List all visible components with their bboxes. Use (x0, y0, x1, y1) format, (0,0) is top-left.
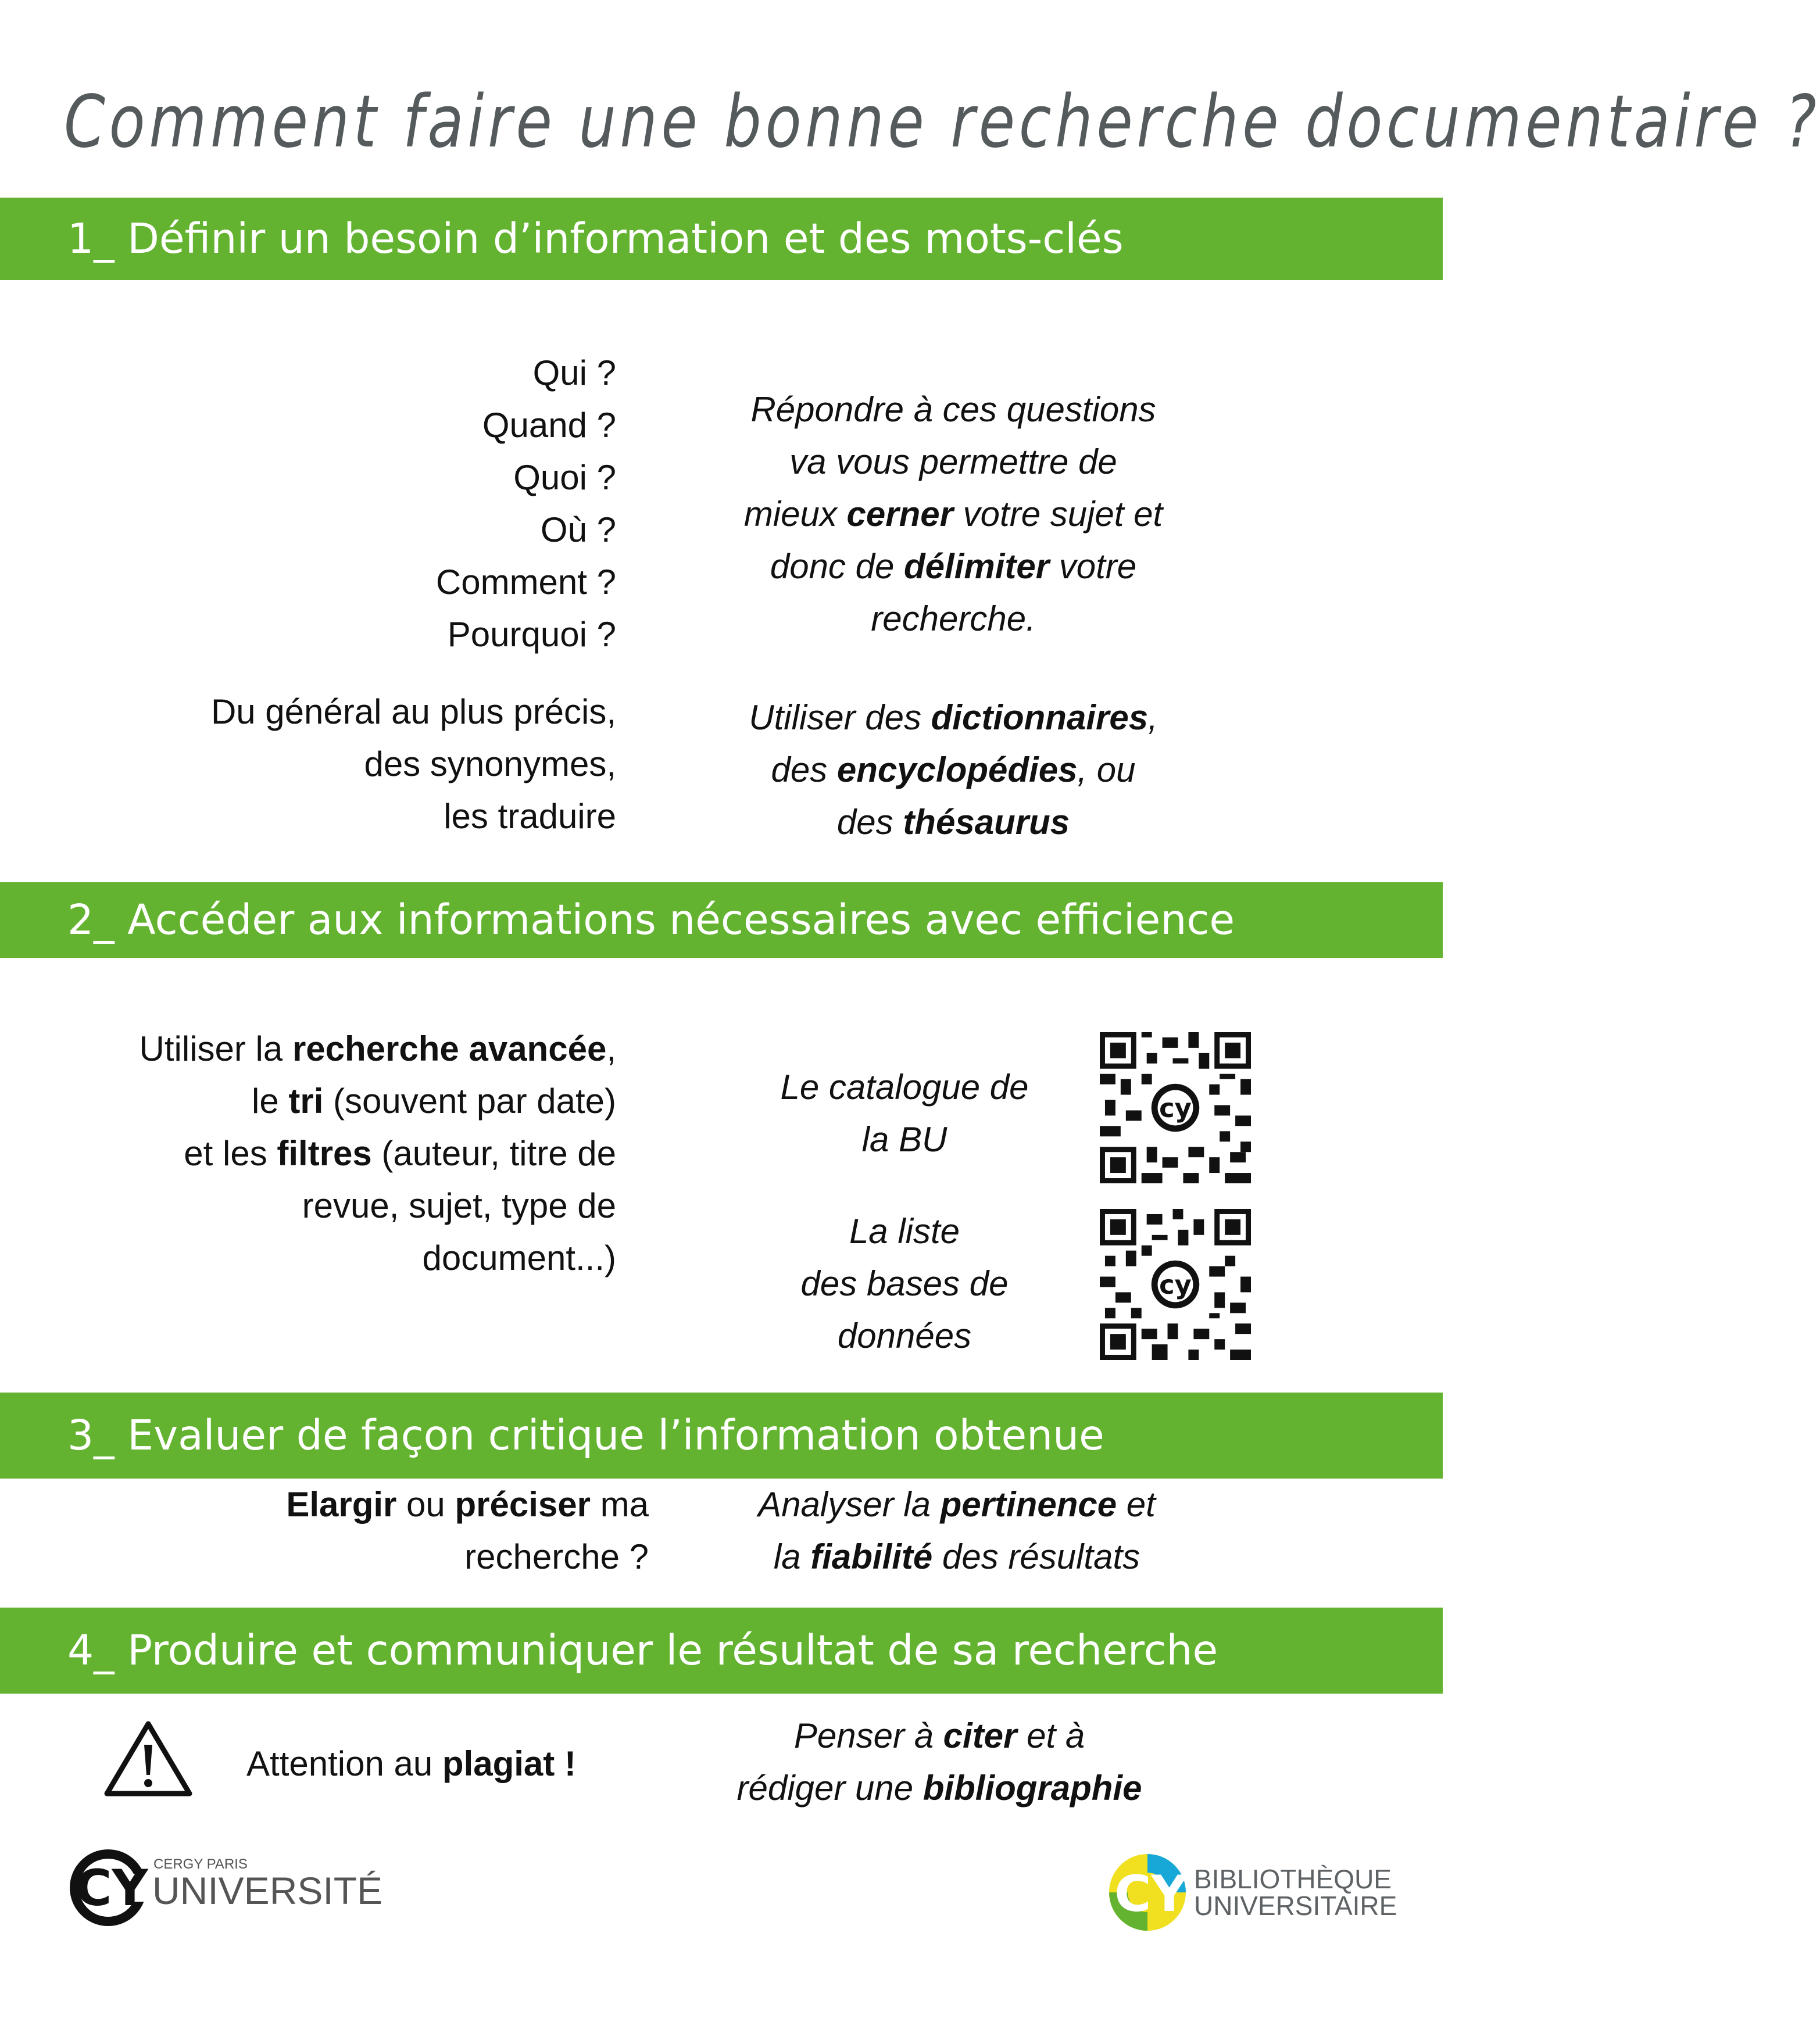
citation-advice (649, 1710, 1230, 1814)
explanation-line: recherche. (871, 599, 1036, 638)
databases-line: données (837, 1316, 972, 1355)
section-4-heading: 4_ Produire et communiquer le résultat de sa recherche (0, 1608, 1443, 1694)
search-tip-line: document...) (422, 1239, 616, 1277)
analyse-line: la fiabilité des résultats (773, 1537, 1140, 1576)
explanation-line: mieux cerner votre sujet et (743, 495, 1163, 534)
bu-label-line2: UNIVERSITAIRE (1194, 1891, 1397, 1921)
keywords-line: les traduire (444, 797, 616, 836)
explanation-line: va vous permettre de (789, 442, 1117, 481)
catalogue-line: Le catalogue de (780, 1068, 1029, 1107)
section-1-heading: 1_ Définir un besoin d’information et des mots-clés (0, 198, 1443, 280)
citation-line: Penser à citer et à (793, 1716, 1085, 1755)
tools-advice (663, 692, 1244, 849)
section-3-heading: 3_ Evaluer de façon critique l’information obtenue (0, 1393, 1443, 1479)
questions-explanation (663, 384, 1244, 645)
citation-line: rédiger une bibliographie (736, 1769, 1142, 1808)
catalogue-line: la BU (861, 1120, 947, 1159)
search-tips (35, 1023, 616, 1284)
explanation-line: donc de délimiter votre (770, 547, 1137, 586)
databases-label (730, 1205, 1079, 1362)
warning-icon (103, 1719, 193, 1798)
refine-search-text (126, 1479, 649, 1583)
cy-university-logo (67, 1839, 393, 1944)
page-title: Comment faire une bonne recherche documentaire ? (64, 80, 1820, 164)
keywords-advice (93, 686, 616, 843)
svg-text:CY: CY (1114, 1865, 1188, 1923)
question-ou: Où ? (540, 510, 616, 549)
search-tip-line: revue, sujet, type de (302, 1186, 616, 1225)
keywords-line: Du général au plus précis, (210, 692, 616, 731)
analyse-line: Analyser la pertinence et (758, 1485, 1156, 1524)
search-tip-line: Utiliser la recherche avancée, (139, 1029, 616, 1068)
university-small-label: CERGY PARIS (153, 1856, 248, 1872)
analyse-results-text (666, 1479, 1247, 1583)
bibliotheque-universitaire-logo (1102, 1839, 1416, 1944)
svg-text:cy: cy (1159, 1269, 1192, 1301)
tools-line: des encyclopédies, ou (771, 750, 1136, 789)
question-qui: Qui ? (532, 353, 616, 392)
question-pourquoi: Pourquoi ? (447, 615, 616, 654)
databases-line: des bases de (800, 1264, 1009, 1303)
plagiarism-warning: Attention au plagiat ! (246, 1744, 576, 1783)
databases-line: La liste (849, 1212, 960, 1251)
cy-logo-icon (67, 1839, 155, 1944)
svg-text:CY: CY (75, 1859, 148, 1917)
section-2-heading: 2_ Accéder aux informations nécessaires avec efficience (0, 882, 1443, 958)
question-quand: Quand ? (482, 406, 616, 445)
search-tip-line: le tri (souvent par date) (252, 1082, 616, 1121)
qr-code-icon[interactable] (1100, 1209, 1251, 1360)
refine-line: Elargir ou préciser ma (286, 1485, 649, 1524)
explanation-line: Répondre à ces questions (750, 390, 1156, 429)
bu-logo-icon (1102, 1839, 1195, 1944)
refine-line: recherche ? (464, 1537, 649, 1576)
question-comment: Comment ? (435, 563, 616, 602)
bu-label-line1: BIBLIOTHÈQUE (1194, 1864, 1392, 1894)
tools-line: Utiliser des dictionnaires, (749, 698, 1158, 737)
keywords-line: des synonymes, (364, 745, 616, 783)
university-label: UNIVERSITÉ (152, 1869, 383, 1912)
tools-line: des thésaurus (836, 803, 1070, 842)
search-tip-line: et les filtres (auteur, titre de (184, 1134, 616, 1173)
catalogue-label (730, 1061, 1079, 1166)
bu-label (1194, 1866, 1397, 1919)
questions-list (326, 347, 616, 661)
question-quoi: Quoi ? (513, 458, 616, 497)
qr-code-icon[interactable] (1100, 1032, 1251, 1183)
svg-text:cy: cy (1159, 1093, 1192, 1124)
